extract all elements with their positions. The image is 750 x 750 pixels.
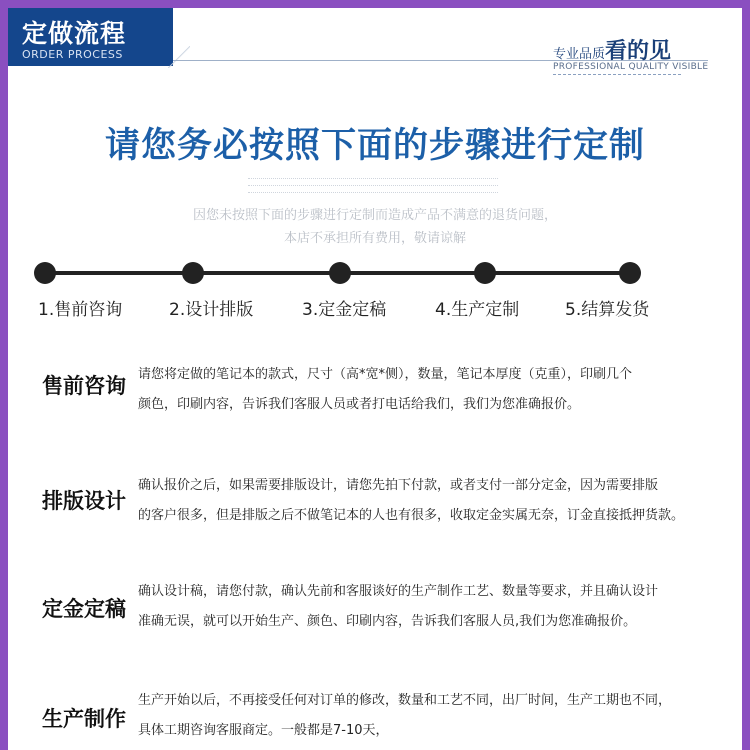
timeline-dot [34, 262, 56, 284]
notice-line-1: 因您未按照下面的步骤进行定制而造成产品不满意的退货问题， [192, 208, 557, 223]
quality-slogan-small: 专业品质 [553, 47, 606, 62]
step-label-5: 5.结算发货 [565, 300, 650, 320]
timeline-dot [329, 262, 351, 284]
badge-subtitle: ORDER PROCESS [22, 48, 123, 61]
section-line: 确认报价之后，如果需要排版设计，请您先拍下付款，或者支付一部分定金，因为需要排版 [138, 478, 659, 493]
section-body-design [138, 471, 698, 531]
step-label-2: 2.设计排版 [169, 300, 254, 320]
section-line: 颜色，印刷内容，告诉我们客服人员或者打电话给我们，我们为您准确报价。 [138, 397, 581, 412]
badge-title: 定做流程 [22, 19, 127, 48]
timeline-dot [619, 262, 641, 284]
step-label-4: 4.生产定制 [435, 300, 520, 320]
section-line: 请您将定做的笔记本的款式，尺寸（高*宽*侧），数量，笔记本厚度（克重），印刷几个 [138, 367, 633, 382]
process-panel [8, 8, 742, 750]
section-line: 确认设计稿，请您付款，确认先前和客服谈好的生产制作工艺、数量等要求，并且确认设计 [138, 584, 659, 599]
section-body-deposit [138, 577, 698, 637]
timeline-dot [182, 262, 204, 284]
section-title-presale: 售前咨询 [42, 374, 126, 398]
section-title-design: 排版设计 [42, 489, 126, 513]
notice-line-2: 本店不承担所有费用，敬请谅解 [283, 231, 466, 246]
section-line: 的客户很多，但是排版之后不做笔记本的人也有很多，收取定金实属无奈，订金直接抵押货款。 [138, 508, 685, 523]
section-body-production [138, 686, 698, 746]
section-title-production: 生产制作 [42, 707, 126, 731]
section-line: 准确无误，就可以开始生产、颜色、印刷内容，告诉我们客服人员,我们为您准确报价。 [138, 614, 637, 629]
title-decoration-line [248, 178, 498, 179]
header-corner-decoration [168, 46, 190, 68]
title-decoration-line [248, 192, 498, 193]
section-line: 具体工期咨询客服商定。一般都是7-10天， [138, 723, 389, 738]
quality-slogan [553, 34, 671, 65]
quality-divider [553, 74, 681, 75]
page-title: 请您务必按照下面的步骤进行定制 [104, 126, 645, 166]
section-line: 生产开始以后，不再接受任何对订单的修改，数量和工艺不同，出厂时间，生产工期也不同， [138, 693, 672, 708]
section-body-presale [138, 360, 698, 420]
step-label-1: 1.售前咨询 [38, 300, 123, 320]
title-decoration-line [248, 185, 498, 186]
step-label-3: 3.定金定稿 [302, 300, 387, 320]
quality-slogan-en: PROFESSIONAL QUALITY VISIBLE [553, 62, 709, 72]
quality-slogan-big: 看的见 [605, 39, 672, 64]
order-process-badge [8, 8, 173, 66]
section-title-deposit: 定金定稿 [42, 597, 126, 621]
timeline-dot [474, 262, 496, 284]
